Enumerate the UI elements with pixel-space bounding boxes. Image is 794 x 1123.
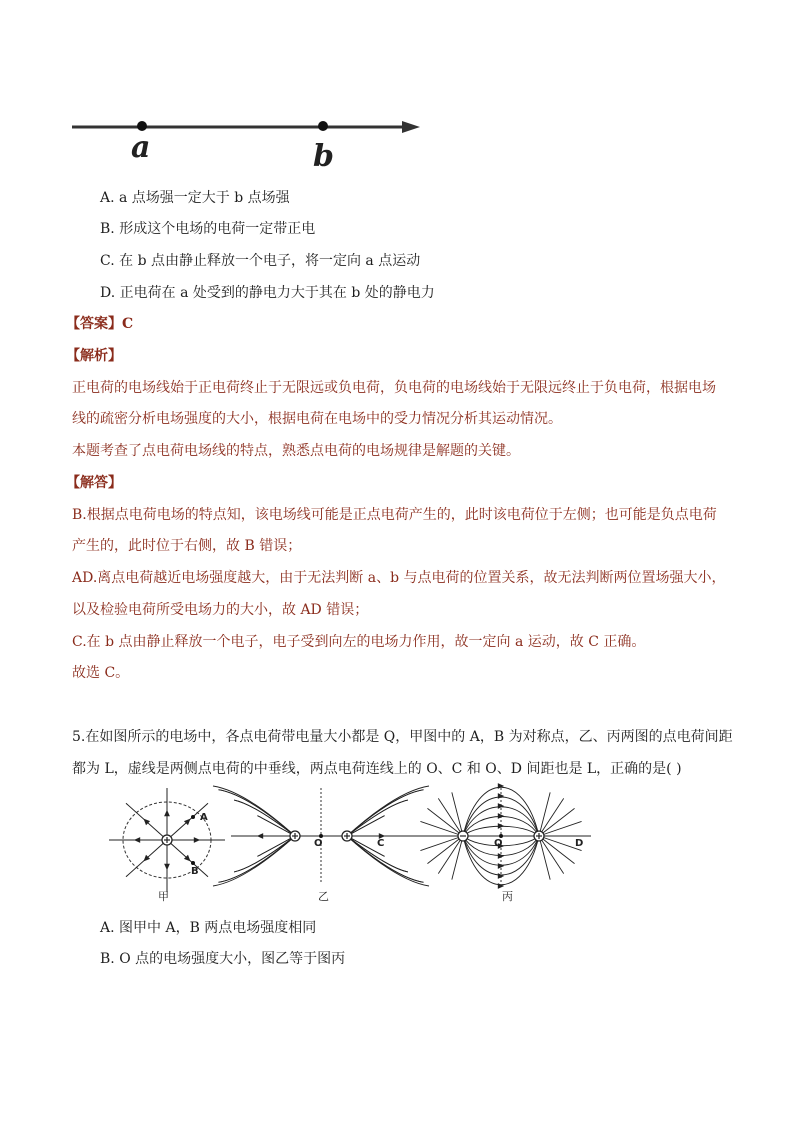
bing-point-d-label: D (575, 838, 584, 849)
field-line (347, 836, 424, 882)
radial-field-arrow (134, 837, 140, 843)
field-line (539, 836, 564, 874)
point-b-label: b (313, 139, 334, 174)
field-line (427, 836, 463, 864)
q5-option-b: B. O 点的电场强度大小，图乙等于图丙 (100, 951, 346, 967)
jia-point-b-label: B (191, 866, 199, 877)
field-line (218, 836, 295, 882)
solution-line-5: C.在 b 点由静止释放一个电子，电子受到向左的电场力作用，故一定向 a 运动，故 C 正确。 (72, 634, 646, 650)
field-line (347, 836, 429, 886)
field-line (539, 792, 550, 836)
q5-stem-line-1: 5.在如图所示的电场中，各点电荷带电量大小都是 Q，甲图中的 A，B 为对称点，乙、丙两图的点电荷间距 (72, 729, 733, 745)
field-line (257, 836, 295, 856)
point-a-label: a (131, 130, 151, 165)
field-line (218, 836, 295, 882)
analysis-heading: 【解析】 (66, 348, 122, 364)
radial-field-arrow (164, 810, 170, 816)
field-line (218, 790, 295, 836)
field-line (347, 790, 424, 836)
bing-point-o-label: O (494, 838, 503, 849)
q5-option-a: A. 图甲中 A，B 两点电场强度相同 (100, 920, 317, 936)
jia-caption: 甲 (158, 890, 169, 903)
field-line (347, 836, 424, 882)
field-arrow (498, 883, 504, 889)
analysis-line-3: 本题考查了点电荷电场线的特点，熟悉点电荷的电场规律是解题的关键。 (72, 443, 520, 459)
field-line (427, 808, 463, 836)
yi-caption: 乙 (318, 890, 329, 903)
jia-point-a-dot (191, 815, 195, 819)
field-line (539, 798, 564, 836)
field-line (438, 836, 463, 874)
jia-point-b-dot (191, 861, 195, 865)
radial-field-arrow (164, 864, 170, 870)
q5-stem-line-2: 都为 L，虚线是两侧点电荷的中垂线，两点电荷连线上的 O、C 和 O、D 间距也是 L，正确的是( ) (72, 761, 682, 777)
solution-line-2: 产生的，此时位于右侧，故 B 错误； (72, 538, 302, 554)
field-line (539, 836, 575, 864)
analysis-line-1: 正电荷的电场线始于正电荷终止于无限远或负电荷，负电荷的电场线始于无限远终止于负电荷，根据电场 (72, 380, 716, 396)
figure-yi (213, 786, 429, 886)
field-line (452, 836, 463, 880)
solution-line-1: B.根据点电荷电场的特点知，该电场线可能是正点电荷产生的，此时该电荷位于左侧；也可能是负点电荷 (72, 507, 717, 523)
field-line (213, 836, 295, 886)
field-arrow (257, 833, 263, 839)
yi-point-c-label: C (377, 838, 385, 849)
solution-heading: 【解答】 (66, 475, 122, 491)
field-line (452, 792, 463, 836)
figure-bing (411, 783, 591, 889)
solution-line-4: 以及检验电荷所受电场力的大小，故 AD 错误； (72, 602, 369, 618)
field-line (347, 816, 385, 836)
answer-line: 【答案】C (66, 316, 134, 332)
jia-point-a-label: A (200, 812, 208, 823)
field-line (218, 790, 295, 836)
solution-line-3: AD.离点电荷越近电场强度越大，由于无法判断 a、b 与点电荷的位置关系，故无法判断两位置场强大小， (72, 570, 726, 586)
field-line (420, 821, 463, 836)
radial-field-arrow (194, 837, 200, 843)
q4-option-d: D. 正电荷在 a 处受到的静电力大于其在 b 处的静电力 (100, 285, 435, 301)
q4-option-b: B. 形成这个电场的电荷一定带正电 (100, 221, 316, 237)
field-line (347, 790, 424, 836)
field-line (539, 808, 575, 836)
figure-jia (109, 788, 225, 892)
field-line (539, 821, 582, 836)
field-line (347, 786, 429, 836)
yi-point-o-label: O (314, 838, 323, 849)
field-line (213, 786, 295, 836)
field-line (257, 816, 295, 836)
field-line (539, 836, 550, 880)
analysis-line-2: 线的疏密分析电场强度的大小，根据电荷在电场中的受力情况分析其运动情况。 (72, 411, 562, 427)
bing-caption: 丙 (502, 890, 513, 903)
field-line (420, 836, 463, 851)
field-line (438, 798, 463, 836)
q4-option-c: C. 在 b 点由静止释放一个电子，将一定向 a 点运动 (100, 253, 421, 269)
q4-option-a: A. a 点场强一定大于 b 点场强 (100, 190, 290, 206)
solution-line-6: 故选 C。 (72, 665, 130, 681)
